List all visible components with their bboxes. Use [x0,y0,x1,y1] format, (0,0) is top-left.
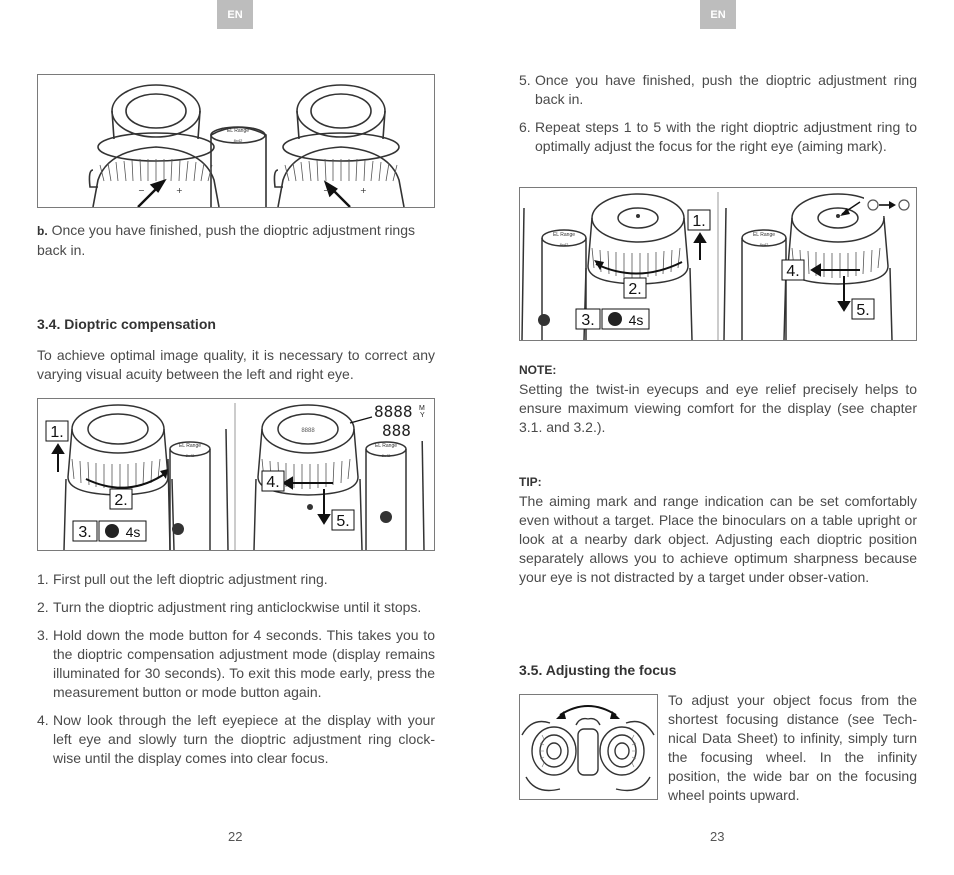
fig2-step-5: 5. [336,513,350,530]
fig3-step-3: 3. [581,312,595,329]
display-unit-m: M [419,405,425,412]
tip-text: The aiming mark and range indication can be set comfortably even without a target. Place the binoculars on a table upright or look at a nearby dark object. Adjusting each dioptric position separately allows you to achieve optimum sharpness because your eye is not distracted by a target under obser-vation. [519,493,917,585]
svg-text:−: − [138,186,145,195]
fig2-model-label: 8x42 [185,453,195,458]
fig2-step-4: 4. [266,474,280,491]
fig3-step-1: 1. [692,213,706,230]
fig1-model-label: 8x42 [233,138,243,143]
figure-eyepieces-push-in [37,74,435,208]
list-item: 3. Hold down the mode button for 4 seconds. This takes you to the dioptric compensation adjustment mode (display remains illuminated for 30 seconds). To exit this mode early, press the measurement button or mode button again. [37,627,435,700]
fig3-step-5: 5. [856,302,870,319]
right-page [477,0,954,875]
note-text: Setting the twist-in eyecups and eye relief precisely helps to ensure maximum viewing comfort for the display (see chapter 3.1. and 3.2.). [519,381,917,435]
fig2-right-brand-label: EL Range [374,443,398,449]
list-item: 2. Turn the dioptric adjustment ring anticlockwise until it stops. [37,599,422,615]
figure-right-eye-steps [519,187,917,341]
section-heading-focus: 3.5. Adjusting the focus [519,662,677,678]
figure-dioptric-steps [37,398,435,551]
fig3-right-model-label: 8x42 [759,242,769,247]
language-tab: EN [217,0,253,29]
dioptric-steps-list [37,570,435,768]
focus-text: To adjust your object focus from the shortest focusing distance (see Tech-nical Data Sheet) to infinity, simply turn the focusing wheel. In the infinity position, the wide bar on the focusing wheel points upward. [668,692,917,803]
page-number-left: 22 [228,829,243,844]
display-unit-y: Y [420,412,425,419]
page-number-right: 23 [710,829,725,844]
svg-text:+: + [176,186,183,195]
list-item: 5. Once you have finished, push the dioptric adjustment ring back in. [519,72,917,107]
fig1-brand-label: EL Range [226,128,250,134]
dioptric-steps-list-continued [519,71,917,156]
fig3-model-label: 8x42 [559,242,569,247]
fig2-right-model-label: 8x42 [381,453,391,458]
list-item: 1. First pull out the left dioptric adjustment ring. [37,571,328,587]
note-heading: NOTE: [519,363,557,377]
list-item: 4. Now look through the left eyepiece at the display with your left eye and slowly turn the dioptric adjustment ring clock-wise until the display comes into clear focus. [37,712,435,766]
dioptric-intro: To achieve optimal image quality, it is necessary to correct any varying visual acuity between the left and right eye. [37,347,435,382]
caption-b [37,221,435,260]
fig3-brand-label: EL Range [552,232,576,238]
fig2-step-3: 3. [78,524,92,541]
caption-b-label: b. [37,224,48,238]
fig2-step-1: 1. [50,424,64,441]
eyepiece-display-mini: 8888 [301,428,315,434]
fig3-step-2: 2. [628,281,642,298]
fig3-step-4: 4. [786,263,800,280]
language-tab: EN [700,0,736,29]
tip-heading: TIP: [519,475,542,489]
fig3-time-4s: 4s [628,312,644,328]
figure-focus-wheel [519,694,658,800]
fig3-right-brand-label: EL Range [752,232,776,238]
fig2-brand-label: EL Range [178,443,202,449]
svg-text:−: − [323,186,330,195]
fig2-step-2: 2. [114,492,128,509]
display-readout-top: 8888 [374,402,413,421]
section-heading-dioptric: 3.4. Dioptric compensation [37,316,216,332]
svg-text:+: + [360,186,367,195]
list-item: 6. Repeat steps 1 to 5 with the right dioptric adjustment ring to optimally adjust the focus for the right eye (aiming mark). [519,119,917,154]
caption-b-text: Once you have finished, push the dioptric adjustment rings back in. [37,222,415,258]
display-readout-bottom: 888 [382,421,411,440]
fig2-time-4s: 4s [125,524,141,540]
